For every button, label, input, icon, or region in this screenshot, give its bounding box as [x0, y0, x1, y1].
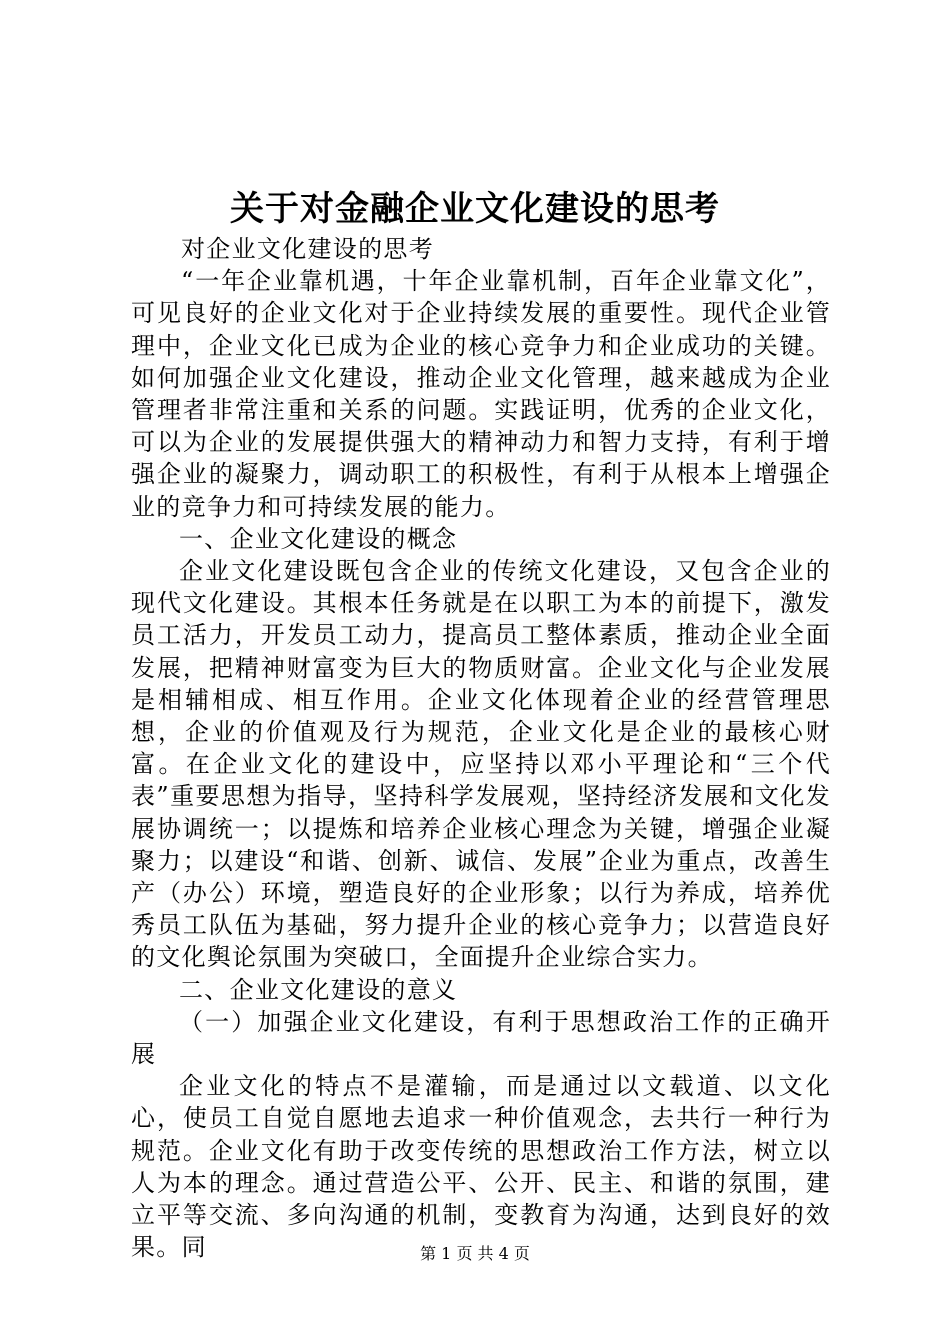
intro-paragraph: “一年企业靠机遇，十年企业靠机制，百年企业靠文化”，可见良好的企业文化对于企业持续发展的重要性。现代企业管理中，企业文化已成为企业的核心竞争力和企业成功的关键。如何加强企业文化建设，推动企业文化管理，越来越成为企业管理者非常注重和关系的问题。实践证明，优秀的企业文化，可以为企业的发展提供强大的精神动力和智力支持，有利于增强企业的凝聚力，调动职工的积极性，有利于从根本上增强企业的竞争力和可持续发展的能力。	[131, 267, 831, 521]
page-number-footer: 第 1 页 共 4 页	[420, 1244, 530, 1263]
section-heading-concept: 一、企业文化建设的概念	[179, 524, 458, 553]
concept-paragraph: 企业文化建设既包含企业的传统文化建设，又包含企业的现代文化建设。其根本任务就是在以职工为本的前提下，激发员工活力，开发员工动力，提高员工整体素质，推动企业全面发展，把精神财富变为巨大的物质财富。企业文化与企业发展是相辅相成、相互作用。企业文化体现着企业的经营管理思想，企业的价值观及行为规范，企业文化是企业的最核心财富。在企业文化的建设中，应坚持以邓小平理论和“三个代表”重要思想为指导，坚持科学发展观，坚持经济发展和文化发展协调统一；以提炼和培养企业核心理念为关键，增强企业凝聚力；以建设“和谐、创新、诚信、发展”企业为重点，改善生产（办公）环境，塑造良好的企业形象；以行为养成，培养优秀员工队伍为基础，努力提升企业的核心竞争力；以营造良好的文化舆论氛围为突破口，全面提升企业综合实力。	[131, 557, 831, 972]
political-work-paragraph: 企业文化的特点不是灌输，而是通过以文载道、以文化心，使员工自觉自愿地去追求一种价值观念，去共行一种行为规范。企业文化有助于改变传统的思想政治工作方法，树立以人为本的理念。通过营造公平、公开、民主、和谐的氛围，建立平等交流、多向沟通的机制，变教育为沟通，达到良好的效果。同	[131, 1072, 831, 1262]
document-body	[131, 233, 831, 1264]
document-subtitle: 对企业文化建设的思考	[181, 235, 434, 263]
section-heading-significance: 二、企业文化建设的意义	[179, 975, 458, 1004]
subsection-heading-political-work: （一）加强企业文化建设，有利于思想政治工作的正确开展	[131, 1007, 831, 1069]
document-title: 关于对金融企业文化建设的思考	[230, 189, 720, 229]
